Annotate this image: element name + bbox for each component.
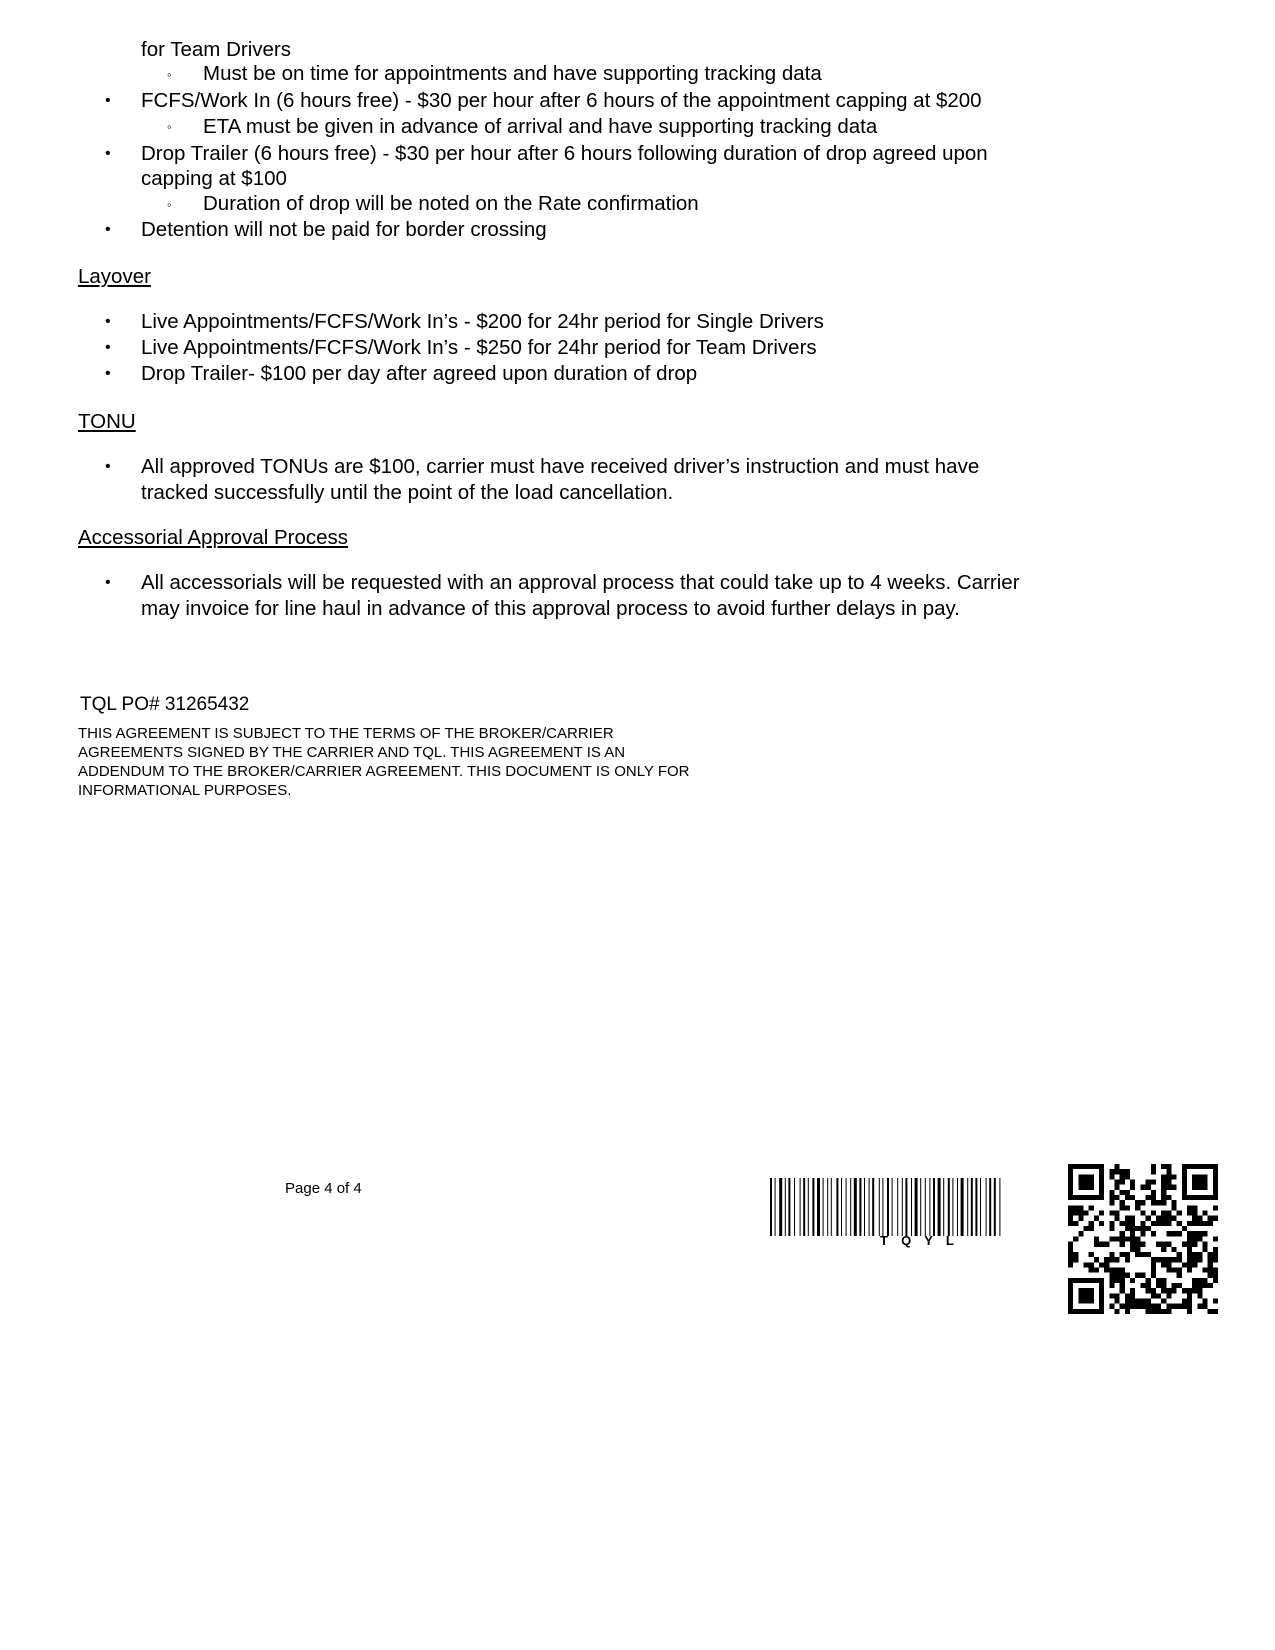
sub-bullet-icon: ◦ (167, 67, 172, 82)
detention-drop-line2: capping at $100 (141, 167, 287, 190)
detention-fcfs-text: FCFS/Work In (6 hours free) - $30 per hour after 6 hours of the appointment capping at $200 (141, 89, 982, 112)
bullet-icon: • (105, 145, 111, 162)
barcode-icon (770, 1178, 1055, 1236)
bullet-icon: • (105, 339, 111, 356)
accessorial-line2: may invoice for line haul in advance of this approval process to avoid further delays in pay. (141, 597, 960, 620)
disclaimer-line: INFORMATIONAL PURPOSES. (78, 782, 292, 799)
tonu-line2: tracked successfully until the point of the load cancellation. (141, 481, 674, 504)
barcode-caption: T Q Y L (880, 1233, 956, 1248)
detention-eta-text: ETA must be given in advance of arrival and have supporting tracking data (203, 115, 878, 138)
layover-heading: Layover (78, 265, 151, 288)
disclaimer (78, 724, 798, 800)
accessorial-heading: Accessorial Approval Process (78, 526, 349, 549)
detention-continuation: for Team Drivers (141, 38, 291, 61)
page-number: Page 4 of 4 (285, 1180, 362, 1197)
bullet-icon: • (105, 313, 111, 330)
po-number: TQL PO# 31265432 (80, 694, 250, 715)
tonu-heading: TONU (78, 410, 136, 433)
bullet-icon: • (105, 458, 111, 475)
detention-border-text: Detention will not be paid for border crossing (141, 218, 547, 241)
disclaimer-line: THIS AGREEMENT IS SUBJECT TO THE TERMS OF THE BROKER/CARRIER (78, 725, 614, 742)
detention-drop-line1: Drop Trailer (6 hours free) - $30 per hour after 6 hours following duration of drop agreed upon (141, 142, 988, 165)
sub-bullet-icon: ◦ (167, 119, 172, 134)
bullet-icon: • (105, 574, 111, 591)
accessorial-line1: All accessorials will be requested with an approval process that could take up to 4 weeks. Carrier (141, 571, 1020, 594)
disclaimer-line: ADDENDUM TO THE BROKER/CARRIER AGREEMENT. THIS DOCUMENT IS ONLY FOR (78, 763, 690, 780)
layover-item: Live Appointments/FCFS/Work In’s - $250 for 24hr period for Team Drivers (141, 336, 817, 359)
layover-item: Live Appointments/FCFS/Work In’s - $200 for 24hr period for Single Drivers (141, 310, 824, 333)
bullet-icon: • (105, 221, 111, 238)
disclaimer-line: AGREEMENTS SIGNED BY THE CARRIER AND TQL. THIS AGREEMENT IS AN (78, 744, 626, 761)
detention-on-time-text: Must be on time for appointments and have supporting tracking data (203, 62, 822, 85)
layover-item: Drop Trailer- $100 per day after agreed upon duration of drop (141, 362, 698, 385)
bullet-icon: • (105, 365, 111, 382)
detention-duration-text: Duration of drop will be noted on the Rate confirmation (203, 192, 699, 215)
tonu-line1: All approved TONUs are $100, carrier must have received driver’s instruction and must have (141, 455, 980, 478)
qr-code-icon (1068, 1164, 1218, 1314)
bullet-icon: • (105, 92, 111, 109)
sub-bullet-icon: ◦ (167, 197, 172, 212)
